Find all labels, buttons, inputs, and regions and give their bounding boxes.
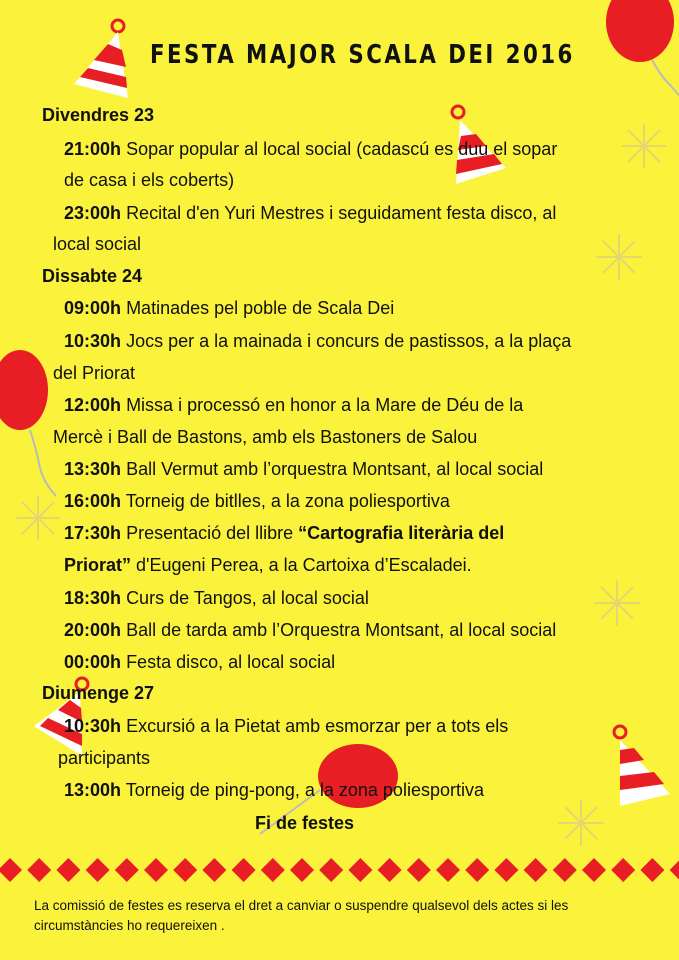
day-heading: Divendres 23 [42, 105, 155, 125]
diamond-shape [115, 858, 139, 882]
event-line [64, 523, 504, 543]
page-title: FESTA MAJOR SCALA DEI 2016 [150, 40, 575, 70]
event-line [64, 139, 557, 159]
event-text: Torneig de ping-pong, a la zona poliesportiva [125, 780, 484, 800]
event-line [64, 716, 508, 736]
party-hat-icon [66, 14, 136, 100]
event-text: Missa i processó en honor a la Mare de Déu de la [126, 395, 524, 415]
event-time: 13:30h [64, 459, 122, 479]
event-line [64, 491, 450, 511]
diamond-shape [173, 858, 197, 882]
event-text-cont: Mercè i Ball de Bastons, amb els Bastoners de Salou [53, 427, 478, 447]
event-time: 09:00h [64, 298, 122, 318]
diamond-shape [553, 858, 577, 882]
diamond-shape [524, 858, 548, 882]
event-time: 21:00h [64, 139, 122, 159]
balloon-top-right-icon [600, 0, 679, 100]
diamond-shape [407, 858, 431, 882]
event-line [64, 331, 571, 351]
event-time: 16:00h [64, 491, 122, 511]
event-text-cont: del Priorat [53, 363, 136, 383]
event-time: 10:30h [64, 331, 122, 351]
diamond-shape [670, 858, 679, 882]
event-time: 00:00h [64, 652, 122, 672]
event-line [64, 459, 543, 479]
event-text: d'Eugeni Perea, a la Cartoixa d’Escaladei. [136, 555, 472, 575]
event-time: 10:30h [64, 716, 122, 736]
diamond-shape [202, 858, 226, 882]
diamond-shape [290, 858, 314, 882]
event-text: Ball de tarda amb l’Orquestra Montsant, al local social [126, 620, 557, 640]
diamond-shape [144, 858, 168, 882]
sparkle-icon [592, 578, 642, 628]
event-text: Curs de Tangos, al local social [126, 588, 369, 608]
sparkle-icon [594, 232, 644, 282]
sparkle-icon [620, 122, 668, 170]
day-heading: Dissabte 24 [42, 266, 143, 286]
diamond-shape [319, 858, 343, 882]
diamond-shape [494, 858, 518, 882]
day-heading: Diumenge 27 [42, 683, 155, 703]
event-text-cont: participants [58, 748, 151, 768]
event-time: 17:30h [64, 523, 122, 543]
event-text-cont: de casa i els coberts) [64, 170, 235, 190]
event-time: 23:00h [64, 203, 122, 223]
event-line [64, 203, 556, 223]
book-title: “Cartografia literària del [298, 523, 505, 543]
diamond-shape [261, 858, 285, 882]
diamond-shape [465, 858, 489, 882]
diamond-shape [56, 858, 80, 882]
event-text: Sopar popular al local social (cadascú es duu el sopar [126, 139, 558, 159]
event-text: Matinades pel poble de Scala Dei [126, 298, 395, 318]
diamond-shape [640, 858, 664, 882]
diamond-shape [378, 858, 402, 882]
event-text: Torneig de bitlles, a la zona poliesportiva [125, 491, 450, 511]
event-text: Jocs per a la mainada i concurs de pastissos, a la plaça [126, 331, 572, 351]
event-time: 13:00h [64, 780, 122, 800]
sparkle-icon [14, 494, 62, 542]
event-line [64, 620, 556, 640]
event-line [64, 780, 484, 800]
diamond-shape [611, 858, 635, 882]
diamond-border [0, 855, 679, 885]
party-hat-icon [604, 720, 674, 810]
balloon-left-icon [0, 348, 60, 498]
diamond-shape [582, 858, 606, 882]
event-line [64, 652, 335, 672]
diamond-shape [86, 858, 110, 882]
event-line [64, 395, 523, 415]
diamond-shape [27, 858, 51, 882]
diamond-shape [436, 858, 460, 882]
diamond-shape [0, 858, 22, 882]
footer-disclaimer: La comissió de festes es reserva el dret a canviar o suspendre qualsevol dels actes si les circumstàncies ho requereixen . [34, 898, 569, 933]
closing-text: Fi de festes [255, 813, 355, 833]
event-text: Festa disco, al local social [126, 652, 336, 672]
event-time: 20:00h [64, 620, 122, 640]
event-line [64, 298, 394, 318]
event-line [64, 588, 369, 608]
event-text: Excursió a la Pietat amb esmorzar per a tots els [126, 716, 509, 736]
sparkle-icon [556, 798, 606, 848]
event-time: 18:30h [64, 588, 122, 608]
event-time: 12:00h [64, 395, 122, 415]
event-text: Recital d'en Yuri Mestres i seguidament festa disco, al [126, 203, 557, 223]
event-text: Presentació del llibre [126, 523, 294, 543]
diamond-shape [232, 858, 256, 882]
event-text: Ball Vermut amb l’orquestra Montsant, al local social [126, 459, 544, 479]
book-title: Priorat” [64, 555, 132, 575]
diamond-shape [348, 858, 372, 882]
event-text-cont [64, 555, 472, 575]
event-text-cont: local social [53, 234, 142, 254]
